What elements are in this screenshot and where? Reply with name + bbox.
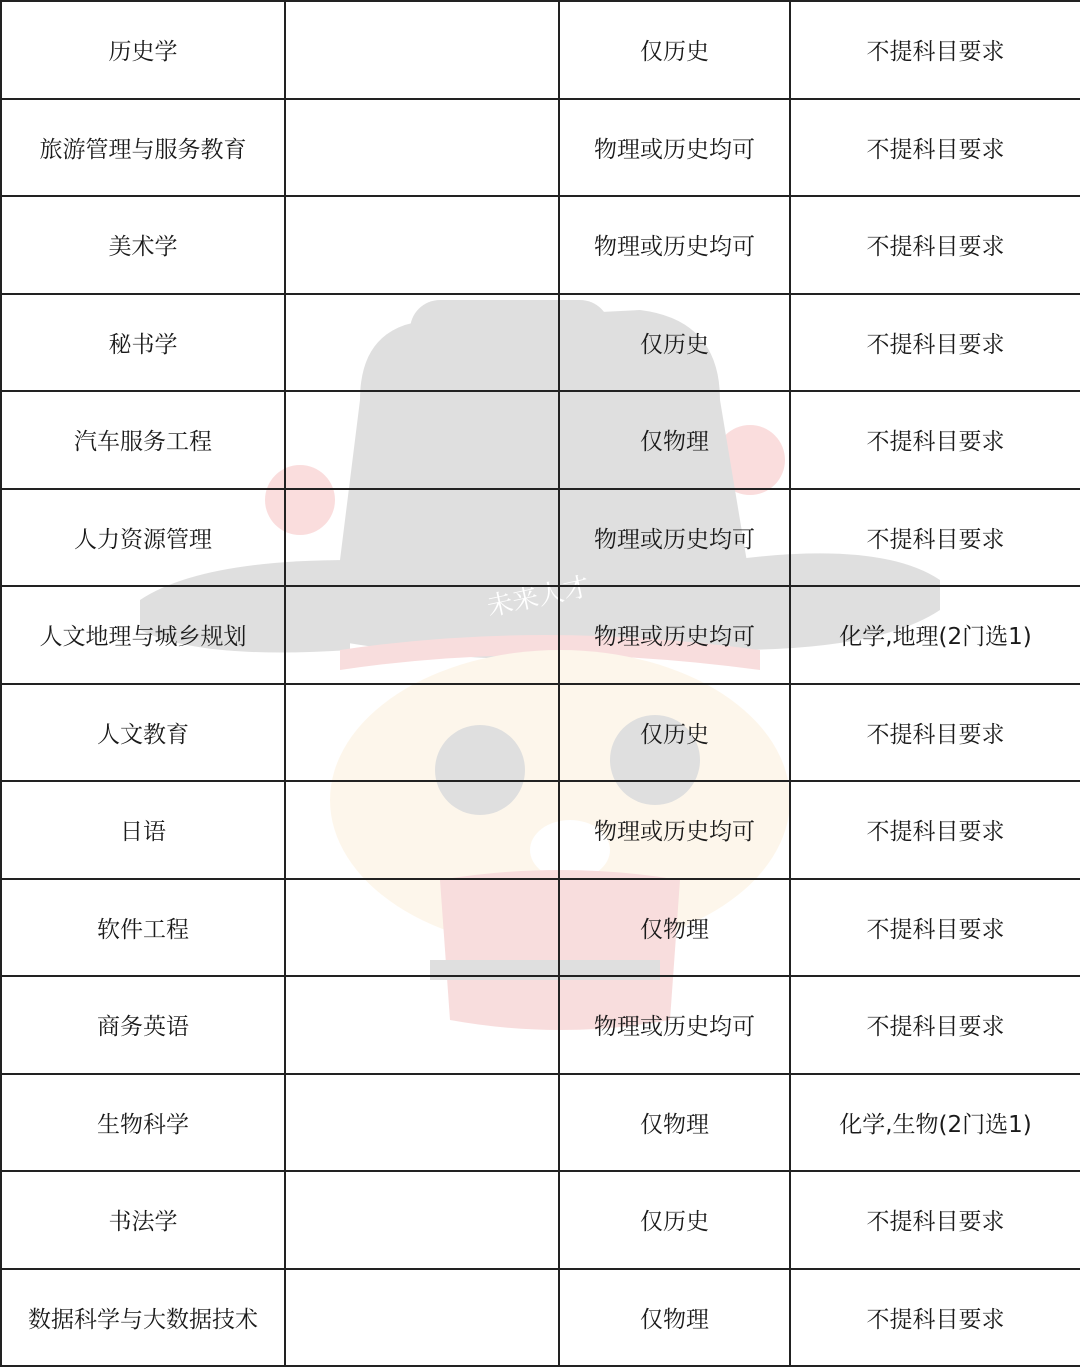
note-cell	[285, 391, 559, 489]
note-cell	[285, 1269, 559, 1367]
major-cell: 数据科学与大数据技术	[1, 1269, 285, 1367]
first-subject-cell: 仅历史	[559, 294, 790, 392]
major-cell: 美术学	[1, 196, 285, 294]
second-subject-cell: 不提科目要求	[790, 294, 1080, 392]
major-cell: 人文地理与城乡规划	[1, 586, 285, 684]
table-row	[1, 684, 1080, 782]
table-row	[1, 196, 1080, 294]
second-subject-cell: 不提科目要求	[790, 684, 1080, 782]
major-cell: 人文教育	[1, 684, 285, 782]
second-subject-cell: 不提科目要求	[790, 99, 1080, 197]
second-subject-cell: 不提科目要求	[790, 781, 1080, 879]
first-subject-cell: 物理或历史均可	[559, 781, 790, 879]
table-row	[1, 879, 1080, 977]
first-subject-cell: 仅物理	[559, 1074, 790, 1172]
second-subject-cell: 不提科目要求	[790, 1, 1080, 99]
first-subject-cell: 仅历史	[559, 1, 790, 99]
major-cell: 历史学	[1, 1, 285, 99]
second-subject-cell: 化学,地理(2门选1)	[790, 586, 1080, 684]
table-row	[1, 781, 1080, 879]
first-subject-cell: 仅物理	[559, 391, 790, 489]
table-row	[1, 1074, 1080, 1172]
first-subject-cell: 仅物理	[559, 879, 790, 977]
major-cell: 汽车服务工程	[1, 391, 285, 489]
first-subject-cell: 仅历史	[559, 684, 790, 782]
first-subject-cell: 物理或历史均可	[559, 489, 790, 587]
note-cell	[285, 976, 559, 1074]
first-subject-cell: 仅物理	[559, 1269, 790, 1367]
note-cell	[285, 879, 559, 977]
note-cell	[285, 1, 559, 99]
second-subject-cell: 不提科目要求	[790, 1269, 1080, 1367]
first-subject-cell: 物理或历史均可	[559, 586, 790, 684]
first-subject-cell: 物理或历史均可	[559, 976, 790, 1074]
second-subject-cell: 不提科目要求	[790, 196, 1080, 294]
major-cell: 生物科学	[1, 1074, 285, 1172]
note-cell	[285, 781, 559, 879]
table-row	[1, 976, 1080, 1074]
first-subject-cell: 物理或历史均可	[559, 196, 790, 294]
table-row	[1, 489, 1080, 587]
major-cell: 日语	[1, 781, 285, 879]
first-subject-cell: 物理或历史均可	[559, 99, 790, 197]
note-cell	[285, 684, 559, 782]
note-cell	[285, 586, 559, 684]
note-cell	[285, 196, 559, 294]
table-row	[1, 586, 1080, 684]
table-row	[1, 1171, 1080, 1269]
second-subject-cell: 化学,生物(2门选1)	[790, 1074, 1080, 1172]
second-subject-cell: 不提科目要求	[790, 879, 1080, 977]
table-row	[1, 1269, 1080, 1367]
watermark-text: 未来人才	[484, 571, 593, 623]
major-cell: 商务英语	[1, 976, 285, 1074]
second-subject-cell: 不提科目要求	[790, 976, 1080, 1074]
note-cell	[285, 489, 559, 587]
major-cell: 书法学	[1, 1171, 285, 1269]
table-row	[1, 99, 1080, 197]
note-cell	[285, 1171, 559, 1269]
table-body	[1, 1, 1080, 1366]
table-row	[1, 294, 1080, 392]
major-cell: 秘书学	[1, 294, 285, 392]
note-cell	[285, 99, 559, 197]
second-subject-cell: 不提科目要求	[790, 1171, 1080, 1269]
table-row	[1, 1, 1080, 99]
note-cell	[285, 294, 559, 392]
second-subject-cell: 不提科目要求	[790, 489, 1080, 587]
second-subject-cell: 不提科目要求	[790, 391, 1080, 489]
major-cell: 旅游管理与服务教育	[1, 99, 285, 197]
major-cell: 人力资源管理	[1, 489, 285, 587]
first-subject-cell: 仅历史	[559, 1171, 790, 1269]
table-row	[1, 391, 1080, 489]
major-cell: 软件工程	[1, 879, 285, 977]
note-cell	[285, 1074, 559, 1172]
